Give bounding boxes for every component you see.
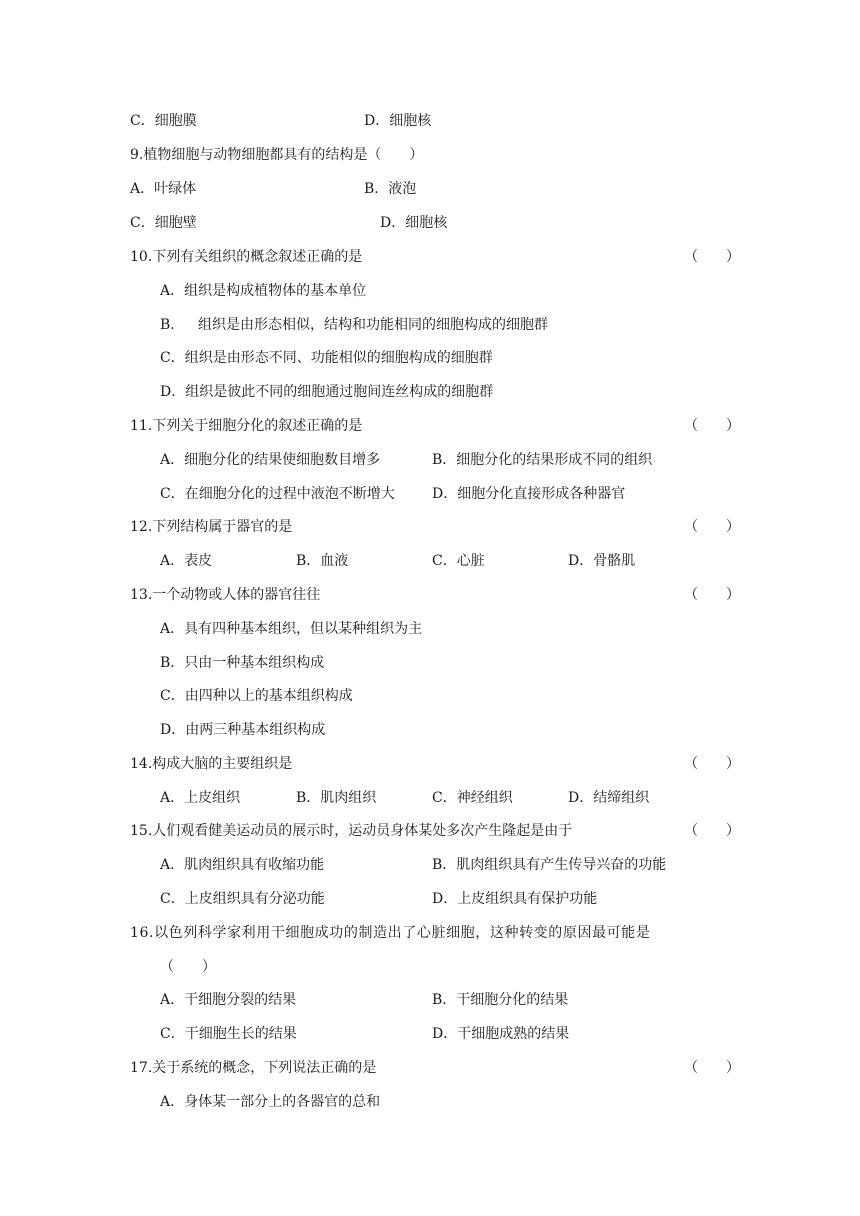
answer-bracket: （ ）: [684, 519, 740, 535]
option-b: B．细胞分化的结果形成不同的组织: [432, 452, 653, 468]
option-a: A．上皮组织: [160, 790, 241, 806]
option-b: 组织是由形态相似，结构和功能相同的细胞构成的细胞群: [198, 317, 548, 333]
answer-bracket: （ ）: [160, 959, 216, 975]
option-a: A．肌肉组织具有收缩功能: [160, 857, 325, 873]
question-14-stem: 14.构成大脑的主要组织是: [130, 756, 293, 772]
answer-bracket: （ ）: [684, 418, 740, 434]
option-d: D．结缔组织: [568, 790, 650, 806]
option-a: A．组织是构成植物体的基本单位: [160, 283, 367, 299]
option-a: A．身体某一部分上的各器官的总和: [160, 1094, 381, 1110]
answer-bracket: （ ）: [684, 823, 740, 839]
answer-bracket: （ ）: [684, 587, 740, 603]
option-b: B．肌肉组织具有产生传导兴奋的功能: [432, 857, 667, 873]
answer-bracket: （ ）: [684, 249, 740, 265]
option-c: C．细胞壁: [130, 215, 197, 231]
option-d: D．由两三种基本组织构成: [160, 722, 326, 738]
option-d: D．组织是彼此不同的细胞通过胞间连丝构成的细胞群: [160, 384, 494, 400]
option-c: C．细胞膜: [130, 113, 197, 129]
option-a: A．细胞分化的结果使细胞数目增多: [160, 452, 381, 468]
option-d: D．干细胞成熟的结果: [432, 1026, 570, 1042]
question-12-stem: 12.下列结构属于器官的是: [130, 519, 293, 535]
question-17-stem: 17.关于系统的概念，下列说法正确的是: [130, 1060, 377, 1076]
option-d: D．细胞核: [380, 215, 448, 231]
option-b: B．液泡: [364, 181, 417, 197]
option-d: D．细胞核: [364, 113, 432, 129]
question-10-stem: 10.下列有关组织的概念叙述正确的是: [130, 249, 363, 265]
question-9-stem: 9.植物细胞与动物细胞都具有的结构是（ ）: [130, 147, 424, 163]
option-d: D．骨骼肌: [568, 553, 636, 569]
option-c: C．干细胞生长的结果: [160, 1026, 297, 1042]
option-b: B．血液: [296, 553, 349, 569]
option-d: D．细胞分化直接形成各种器官: [432, 486, 626, 502]
option-b: B．肌肉组织: [296, 790, 377, 806]
option-c: C．组织是由形态不同、功能相似的细胞构成的细胞群: [160, 350, 493, 366]
option-b-label: B.: [160, 317, 175, 333]
option-c: C．心脏: [432, 553, 485, 569]
option-c: C．神经组织: [432, 790, 513, 806]
option-a: A．表皮: [160, 553, 213, 569]
option-b: B．只由一种基本组织构成: [160, 655, 325, 671]
answer-bracket: （ ）: [684, 1060, 740, 1076]
option-c: C．上皮组织具有分泌功能: [160, 891, 325, 907]
option-b: B．干细胞分化的结果: [432, 992, 569, 1008]
option-a: A．具有四种基本组织，但以某种组织为主: [160, 621, 423, 637]
answer-bracket: （ ）: [684, 756, 740, 772]
option-a: A．叶绿体: [130, 181, 197, 197]
option-a: A．干细胞分裂的结果: [160, 992, 297, 1008]
question-15-stem: 15.人们观看健美运动员的展示时，运动员身体某处多次产生隆起是由于: [130, 823, 573, 839]
option-d: D．上皮组织具有保护功能: [432, 891, 598, 907]
question-16-stem: 16.以色列科学家利用干细胞成功的制造出了心脏细胞，这种转变的原因最可能是: [130, 925, 651, 941]
question-11-stem: 11.下列关于细胞分化的叙述正确的是: [130, 418, 363, 434]
question-13-stem: 13.一个动物或人体的器官往往: [130, 587, 321, 603]
option-c: C．由四种以上的基本组织构成: [160, 688, 353, 704]
option-c: C．在细胞分化的过程中液泡不断增大: [160, 486, 395, 502]
